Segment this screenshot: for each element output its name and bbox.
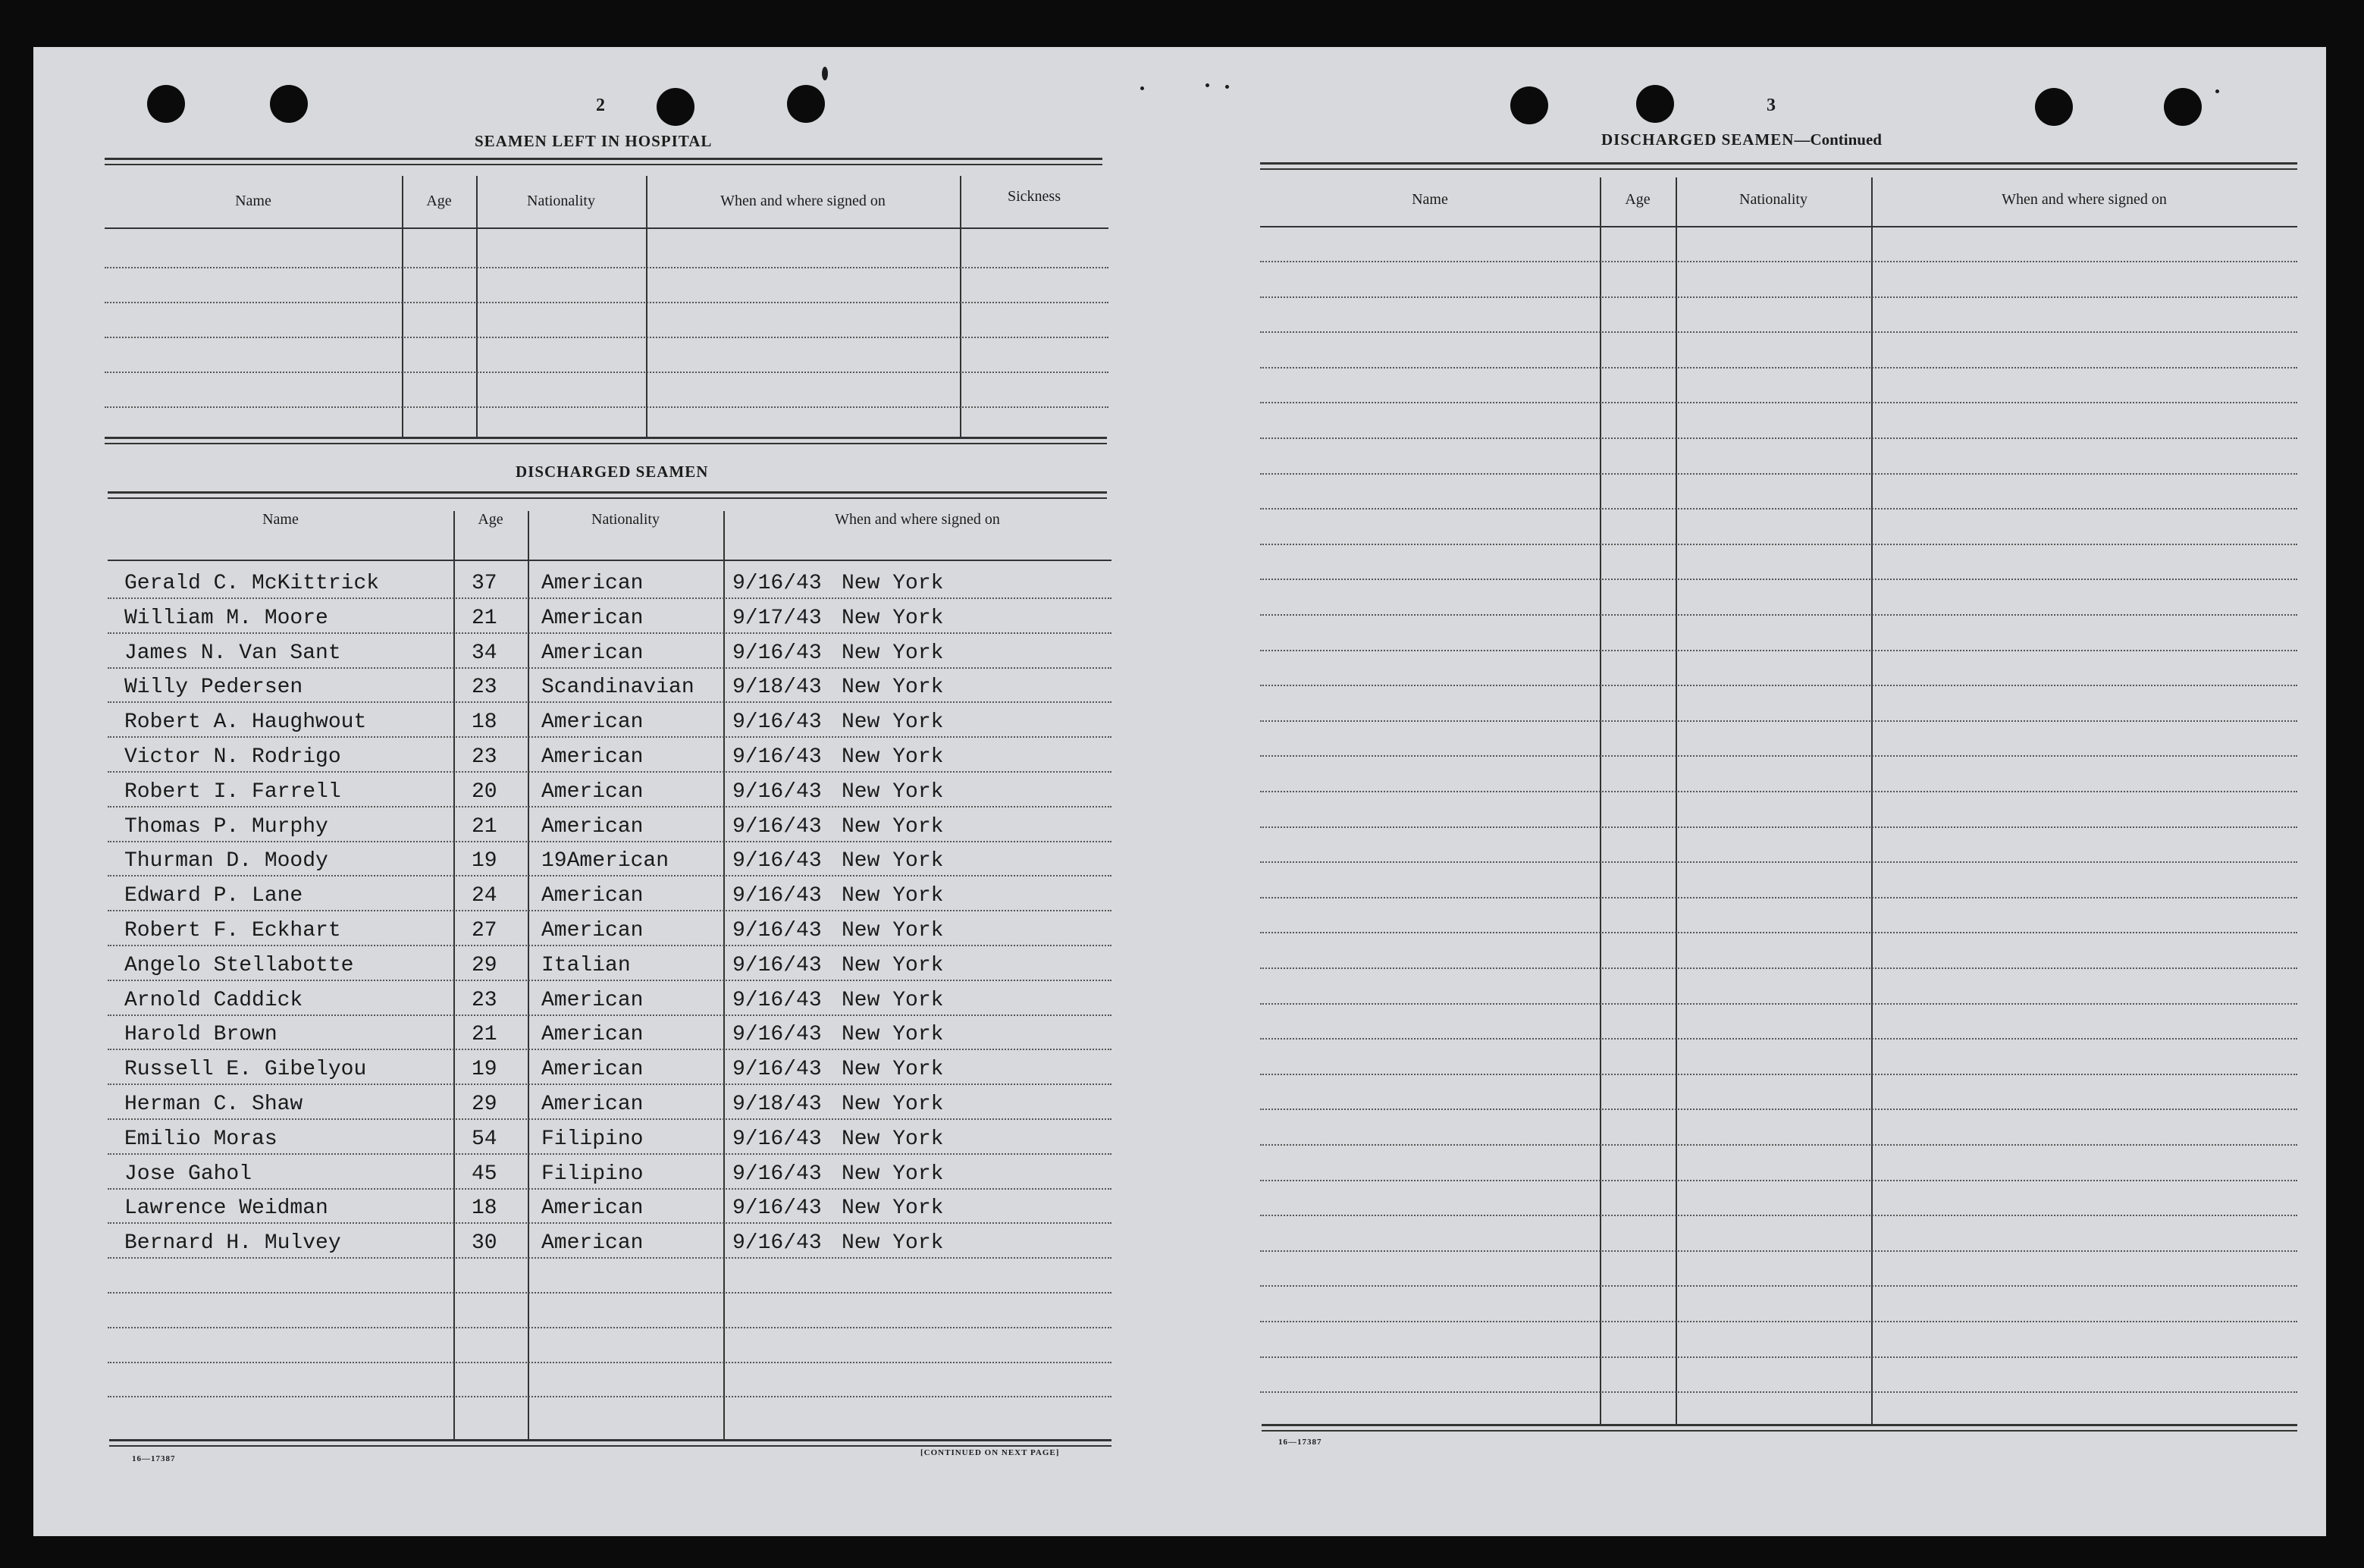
column-divider xyxy=(1871,177,1873,1424)
column-divider xyxy=(453,511,455,1439)
column-header-age: Age xyxy=(1625,191,1651,208)
seaman-name: Emilio Moras xyxy=(124,1127,277,1151)
row-line xyxy=(108,1049,1111,1050)
seaman-nationality: American xyxy=(541,710,644,735)
signed-on-place: New York xyxy=(842,676,944,700)
seaman-nationality: American xyxy=(541,1093,644,1116)
seaman-age: 23 xyxy=(472,988,497,1012)
blank-row-line xyxy=(1260,1109,2297,1110)
signed-on-date: 9/16/43 xyxy=(732,988,822,1012)
seaman-nationality: American xyxy=(541,884,644,908)
signed-on-date: 9/16/43 xyxy=(732,1162,822,1186)
seaman-nationality: American xyxy=(541,1231,644,1256)
signed-on-date: 9/18/43 xyxy=(732,1093,822,1116)
blank-row-line xyxy=(1260,650,2297,651)
column-divider xyxy=(402,176,403,437)
seaman-age: 18 xyxy=(472,1196,497,1221)
blank-row-line xyxy=(1260,1144,2297,1146)
ink-speck xyxy=(1206,83,1209,87)
column-header-when: When and where signed on xyxy=(835,511,1000,528)
signed-on-date: 9/16/43 xyxy=(732,779,822,804)
signed-on-date: 9/16/43 xyxy=(732,710,822,735)
seaman-nationality: Filipino xyxy=(541,1162,644,1186)
blank-row-line xyxy=(1260,1285,2297,1287)
seaman-age: 20 xyxy=(472,779,497,804)
signed-on-date: 9/18/43 xyxy=(732,676,822,700)
table-top-border xyxy=(108,491,1107,499)
seaman-name: Victor N. Rodrigo xyxy=(124,745,341,769)
column-divider xyxy=(960,176,961,437)
signed-on-date: 9/16/43 xyxy=(732,953,822,977)
blank-row-line xyxy=(105,302,1108,303)
column-header-name: Name xyxy=(235,193,271,209)
seaman-nationality: Scandinavian xyxy=(541,676,694,700)
seaman-name: Robert A. Haughwout xyxy=(124,710,367,735)
ink-speck xyxy=(2215,89,2219,93)
seaman-nationality: American xyxy=(541,779,644,804)
seaman-age: 23 xyxy=(472,676,497,700)
signed-on-place: New York xyxy=(842,814,944,839)
section-title-discharged: DISCHARGED SEAMEN xyxy=(516,463,709,481)
table-bottom-border xyxy=(105,437,1107,444)
row-line xyxy=(108,980,1111,981)
seaman-name: Jose Gahol xyxy=(124,1162,252,1186)
seaman-nationality: American xyxy=(541,814,644,839)
seaman-nationality: American xyxy=(541,641,644,665)
row-line xyxy=(108,1362,1111,1363)
seaman-name: Thomas P. Murphy xyxy=(124,814,328,839)
section-title-hospital: SEAMEN LEFT IN HOSPITAL xyxy=(475,132,713,150)
signed-on-place: New York xyxy=(842,1162,944,1186)
row-line xyxy=(108,632,1111,634)
seaman-age: 21 xyxy=(472,1023,497,1047)
column-header-age: Age xyxy=(478,511,503,528)
seaman-name: Arnold Caddick xyxy=(124,988,303,1012)
signed-on-place: New York xyxy=(842,849,944,873)
seaman-name: Gerald C. McKittrick xyxy=(124,572,380,595)
blank-row-line xyxy=(1260,473,2297,475)
blank-row-line xyxy=(1260,402,2297,403)
signed-on-date: 9/16/43 xyxy=(732,1196,822,1221)
signed-on-place: New York xyxy=(842,606,944,630)
seaman-age: 29 xyxy=(472,1093,497,1116)
blank-row-line xyxy=(1260,614,2297,616)
seaman-name: Russell E. Gibelyou xyxy=(124,1058,367,1082)
column-divider xyxy=(646,176,647,437)
blank-row-line xyxy=(1260,579,2297,580)
seaman-nationality: American xyxy=(541,1058,644,1082)
seaman-nationality: American xyxy=(541,572,644,595)
punch-hole xyxy=(657,88,694,126)
row-line xyxy=(108,1153,1111,1155)
blank-row-line xyxy=(105,337,1108,338)
ink-speck xyxy=(1225,85,1229,89)
seaman-age: 30 xyxy=(472,1231,497,1256)
row-line xyxy=(108,597,1111,599)
column-header-sickness: Sickness xyxy=(1008,188,1061,205)
seaman-nationality: American xyxy=(541,1196,644,1221)
signed-on-date: 9/17/43 xyxy=(732,606,822,630)
signed-on-place: New York xyxy=(842,919,944,942)
blank-row-line xyxy=(1260,261,2297,262)
seaman-name: James N. Van Sant xyxy=(124,641,341,665)
column-header-age: Age xyxy=(426,193,452,209)
table-top-border xyxy=(105,158,1102,165)
seaman-nationality: American xyxy=(541,988,644,1012)
row-line xyxy=(108,1118,1111,1120)
seaman-age: 29 xyxy=(472,953,497,977)
seaman-age: 23 xyxy=(472,745,497,769)
row-line xyxy=(108,1396,1111,1397)
seaman-name: Robert F. Eckhart xyxy=(124,919,341,942)
seaman-name: Angelo Stellabotte xyxy=(124,953,354,977)
seaman-age: 54 xyxy=(472,1127,497,1151)
seaman-age: 37 xyxy=(472,572,497,595)
seaman-name: William M. Moore xyxy=(124,606,328,630)
seaman-name: Lawrence Weidman xyxy=(124,1196,328,1221)
signed-on-date: 9/16/43 xyxy=(732,1231,822,1256)
signed-on-date: 9/16/43 xyxy=(732,849,822,873)
blank-row-line xyxy=(1260,932,2297,933)
signed-on-date: 9/16/43 xyxy=(732,1023,822,1047)
seaman-age: 21 xyxy=(472,814,497,839)
page-number: 3 xyxy=(1767,96,1776,115)
row-line xyxy=(108,1222,1111,1224)
blank-row-line xyxy=(1260,296,2297,298)
blank-row-line xyxy=(1260,331,2297,333)
signed-on-place: New York xyxy=(842,1093,944,1116)
column-divider xyxy=(723,511,725,1439)
punch-hole xyxy=(1636,85,1674,123)
punch-hole xyxy=(270,85,308,123)
seaman-name: Bernard H. Mulvey xyxy=(124,1231,341,1256)
row-line xyxy=(108,736,1111,738)
form-number: 16—17387 xyxy=(1278,1438,1322,1447)
blank-row-line xyxy=(1260,1356,2297,1358)
seaman-nationality: Filipino xyxy=(541,1127,644,1151)
blank-row-line xyxy=(105,267,1108,268)
column-divider xyxy=(476,176,478,437)
seaman-nationality: 19American xyxy=(541,849,669,873)
column-header-nationality: Nationality xyxy=(1739,191,1807,208)
column-header-name: Name xyxy=(1412,191,1448,208)
seaman-nationality: American xyxy=(541,606,644,630)
blank-row-line xyxy=(1260,720,2297,722)
row-line xyxy=(108,945,1111,946)
seaman-name: Harold Brown xyxy=(124,1023,277,1047)
signed-on-date: 9/16/43 xyxy=(732,572,822,595)
seaman-age: 18 xyxy=(472,710,497,735)
blank-row-line xyxy=(1260,791,2297,792)
blank-row-line xyxy=(1260,897,2297,898)
seaman-age: 19 xyxy=(472,1058,497,1082)
blank-row-line xyxy=(105,372,1108,373)
seaman-age: 19 xyxy=(472,849,497,873)
row-line xyxy=(108,771,1111,773)
column-divider xyxy=(1600,177,1601,1424)
blank-row-line xyxy=(1260,1003,2297,1005)
row-line xyxy=(108,1083,1111,1085)
column-header-nationality: Nationality xyxy=(591,511,660,528)
seaman-nationality: American xyxy=(541,1023,644,1047)
blank-row-line xyxy=(1260,861,2297,863)
continued-note: [CONTINUED ON NEXT PAGE] xyxy=(920,1448,1060,1457)
blank-row-line xyxy=(1260,1250,2297,1252)
blank-row-line xyxy=(1260,1215,2297,1216)
signed-on-place: New York xyxy=(842,988,944,1012)
seaman-nationality: American xyxy=(541,745,644,769)
signed-on-place: New York xyxy=(842,1023,944,1047)
column-header-when: When and where signed on xyxy=(2002,191,2167,208)
signed-on-date: 9/16/43 xyxy=(732,1058,822,1082)
column-header-name: Name xyxy=(262,511,299,528)
signed-on-place: New York xyxy=(842,1196,944,1221)
blank-row-line xyxy=(1260,826,2297,828)
seaman-nationality: Italian xyxy=(541,953,631,977)
punch-hole xyxy=(1510,86,1548,124)
blank-row-line xyxy=(105,406,1108,408)
blank-row-line xyxy=(1260,1391,2297,1393)
row-line xyxy=(108,806,1111,808)
signed-on-date: 9/16/43 xyxy=(732,1127,822,1151)
row-line xyxy=(108,1188,1111,1190)
punch-hole xyxy=(147,85,185,123)
signed-on-place: New York xyxy=(842,884,944,908)
signed-on-place: New York xyxy=(842,1058,944,1082)
column-divider xyxy=(1676,177,1677,1424)
blank-row-line xyxy=(1260,1321,2297,1322)
signed-on-place: New York xyxy=(842,710,944,735)
row-line xyxy=(108,1292,1111,1294)
form-number: 16—17387 xyxy=(132,1454,176,1463)
signed-on-place: New York xyxy=(842,779,944,804)
header-rule xyxy=(1260,226,2297,227)
blank-row-line xyxy=(1260,685,2297,686)
blank-row-line xyxy=(1260,967,2297,969)
blank-row-line xyxy=(1260,544,2297,545)
header-rule xyxy=(105,227,1108,229)
blank-row-line xyxy=(1260,508,2297,510)
column-divider xyxy=(528,511,529,1439)
blank-row-line xyxy=(1260,367,2297,368)
row-line xyxy=(108,1014,1111,1016)
row-line xyxy=(108,1257,1111,1259)
table-bottom-border xyxy=(1262,1424,2297,1432)
section-title-discharged-continued xyxy=(1601,130,1882,149)
blank-row-line xyxy=(1260,437,2297,439)
blank-row-line xyxy=(1260,755,2297,757)
row-line xyxy=(108,667,1111,669)
document-page-spread xyxy=(33,47,2326,1536)
signed-on-date: 9/16/43 xyxy=(732,919,822,942)
seaman-name: Willy Pedersen xyxy=(124,676,303,700)
signed-on-date: 9/16/43 xyxy=(732,641,822,665)
title-suffix: —Continued xyxy=(1794,130,1882,149)
blank-row-line xyxy=(1260,1180,2297,1181)
signed-on-place: New York xyxy=(842,953,944,977)
row-line xyxy=(108,1327,1111,1328)
signed-on-place: New York xyxy=(842,641,944,665)
header-rule xyxy=(108,560,1111,561)
title-text: DISCHARGED SEAMEN xyxy=(1601,130,1795,149)
signed-on-place: New York xyxy=(842,1231,944,1256)
punch-hole xyxy=(2035,88,2073,126)
seaman-nationality: American xyxy=(541,919,644,942)
blank-row-line xyxy=(1260,1038,2297,1040)
seaman-age: 45 xyxy=(472,1162,497,1186)
signed-on-date: 9/16/43 xyxy=(732,745,822,769)
table-top-border xyxy=(1260,162,2297,170)
punch-hole xyxy=(787,85,825,123)
seaman-age: 27 xyxy=(472,919,497,942)
seaman-name: Herman C. Shaw xyxy=(124,1093,303,1116)
seaman-age: 34 xyxy=(472,641,497,665)
ink-speck xyxy=(1140,86,1144,90)
row-line xyxy=(108,875,1111,877)
punch-hole xyxy=(2164,88,2202,126)
seaman-name: Edward P. Lane xyxy=(124,884,303,908)
column-header-when: When and where signed on xyxy=(720,193,886,209)
table-bottom-border xyxy=(109,1439,1111,1447)
ink-speck xyxy=(822,67,828,80)
seaman-age: 21 xyxy=(472,606,497,630)
seaman-age: 24 xyxy=(472,884,497,908)
signed-on-place: New York xyxy=(842,1127,944,1151)
seaman-name: Robert I. Farrell xyxy=(124,779,341,804)
row-line xyxy=(108,910,1111,911)
blank-row-line xyxy=(1260,1074,2297,1075)
column-header-nationality: Nationality xyxy=(527,193,595,209)
signed-on-place: New York xyxy=(842,745,944,769)
seaman-name: Thurman D. Moody xyxy=(124,849,328,873)
signed-on-date: 9/16/43 xyxy=(732,814,822,839)
row-line xyxy=(108,701,1111,703)
row-line xyxy=(108,841,1111,842)
page-number: 2 xyxy=(596,96,605,115)
signed-on-place: New York xyxy=(842,572,944,595)
signed-on-date: 9/16/43 xyxy=(732,884,822,908)
